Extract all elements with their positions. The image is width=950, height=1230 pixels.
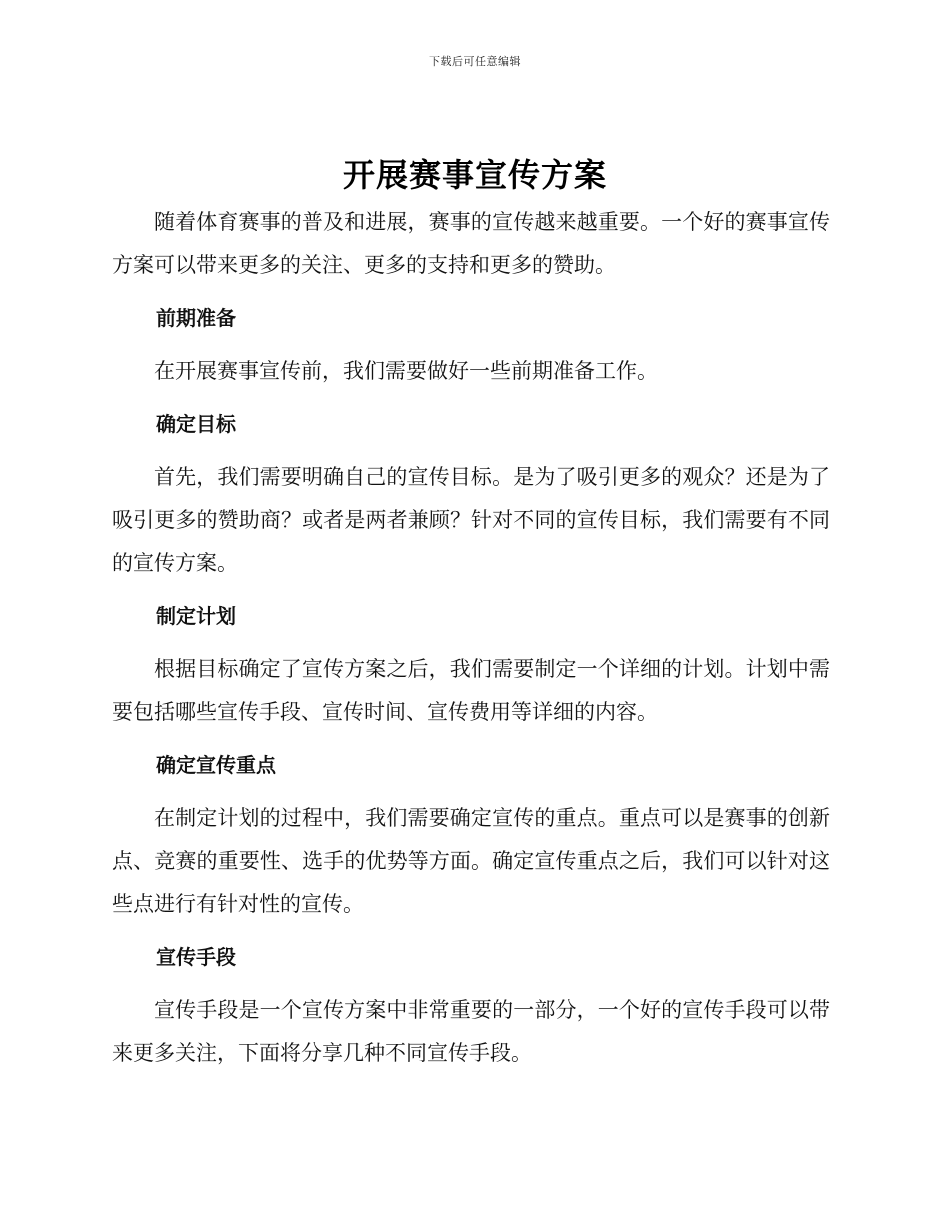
section-paragraph-focus: 在制定计划的过程中，我们需要确定宣传的重点。重点可以是赛事的创新点、竞赛的重要性、选手的优势等方面。确定宣传重点之后，我们可以针对这些点进行有针对性的宣传。 bbox=[112, 806, 830, 916]
document-body bbox=[112, 201, 830, 1085]
page-title: 开展赛事宣传方案 bbox=[342, 156, 607, 194]
section-heading-methods: 宣传手段 bbox=[156, 945, 236, 969]
section-heading-goals: 确定目标 bbox=[156, 412, 236, 436]
section-paragraph-plan: 根据目标确定了宣传方案之后，我们需要制定一个详细的计划。计划中需要包括哪些宣传手段、宣传时间、宣传费用等详细的内容。 bbox=[112, 657, 830, 724]
header-note: 下载后可任意编辑 bbox=[429, 55, 521, 68]
section-paragraph-methods: 宣传手段是一个宣传方案中非常重要的一部分，一个好的宣传手段可以带来更多关注，下面将分享几种不同宣传手段。 bbox=[112, 998, 830, 1065]
section-paragraph-preparation: 在开展赛事宣传前，我们需要做好一些前期准备工作。 bbox=[154, 359, 658, 383]
section-heading-preparation: 前期准备 bbox=[156, 306, 236, 330]
section-heading-focus: 确定宣传重点 bbox=[156, 753, 276, 777]
intro-paragraph: 随着体育赛事的普及和进展，赛事的宣传越来越重要。一个好的赛事宣传方案可以带来更多的关注、更多的支持和更多的赞助。 bbox=[112, 210, 830, 277]
section-heading-plan: 制定计划 bbox=[156, 604, 236, 628]
section-paragraph-goals: 首先，我们需要明确自己的宣传目标。是为了吸引更多的观众？还是为了吸引更多的赞助商？或者是两者兼顾？针对不同的宣传目标，我们需要有不同的宣传方案。 bbox=[112, 465, 830, 575]
